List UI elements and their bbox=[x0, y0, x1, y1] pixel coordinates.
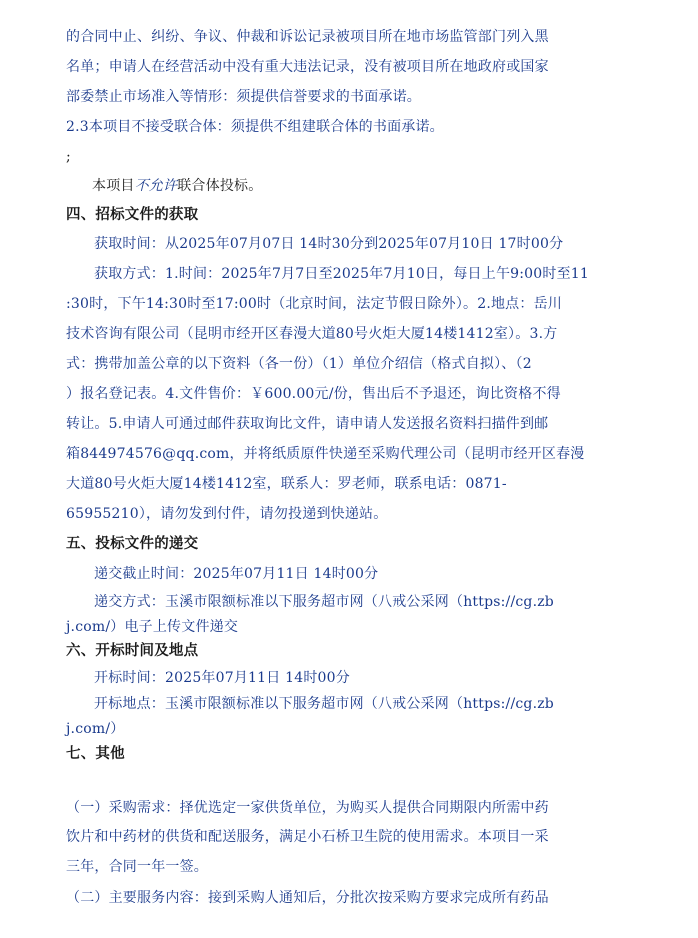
acquire-method-line: 大道80号火炬大厦14楼1412室，联系人：罗老师，联系电话：0871- bbox=[66, 476, 507, 492]
acquire-method-line: 箱844974576@qq.com，并将纸质原件快递至采购代理公司（昆明市经开区春漫 bbox=[66, 446, 585, 462]
opening-time: 开标时间：2025年07月11日 14时00分 bbox=[94, 670, 350, 686]
other-item-line: （二）主要服务内容：接到采购人通知后，分批次按采购方要求完成所有药品 bbox=[66, 890, 549, 906]
acquire-method-line: ）报名登记表。4.文件售价：￥600.00元/份，售出后不予退还，询比资格不得 bbox=[66, 386, 561, 402]
submit-method-line: j.com/）电子上传文件递交 bbox=[66, 619, 239, 635]
paragraph-line: 的合同中止、纠纷、争议、仲裁和诉讼记录被项目所在地市场监管部门列入黑 bbox=[66, 29, 549, 45]
acquire-method-line: 式：携带加盖公章的以下资料（各一份）（1）单位介绍信（格式自拟）、（2 bbox=[66, 356, 532, 372]
section-heading-5: 五、投标文件的递交 bbox=[66, 536, 199, 552]
consortium-suffix: 联合体投标。 bbox=[177, 178, 263, 194]
paragraph-line: 名单；申请人在经营活动中没有重大违法记录，没有被项目所在地政府或国家 bbox=[66, 59, 549, 75]
opening-place-line: j.com/） bbox=[66, 721, 125, 737]
consortium-emphasis: 不允许 bbox=[134, 178, 178, 194]
other-item-line: 三年，合同一年一签。 bbox=[66, 859, 208, 875]
paragraph-line: 部委禁止市场准入等情形：须提供信誉要求的书面承诺。 bbox=[66, 89, 421, 105]
opening-place-line: 开标地点：玉溪市限额标准以下服务超市网（八戒公采网（https://cg.zb bbox=[94, 696, 554, 712]
submit-deadline: 递交截止时间：2025年07月11日 14时00分 bbox=[94, 566, 379, 582]
submit-method-line: 递交方式：玉溪市限额标准以下服务超市网（八戒公采网（https://cg.zb bbox=[94, 594, 554, 610]
section-heading-4: 四、招标文件的获取 bbox=[66, 207, 199, 223]
acquire-time: 获取时间：从2025年07月07日 14时30分到2025年07月10日 17时00分 bbox=[94, 236, 564, 252]
section-heading-7: 七、其他 bbox=[66, 746, 125, 762]
other-item-line: （一）采购需求：择优选定一家供货单位，为购买人提供合同期限内所需中药 bbox=[66, 800, 549, 816]
consortium-prefix: 本项目 bbox=[92, 178, 135, 194]
acquire-method-line: 65955210），请勿发到付件，请勿投递到快递站。 bbox=[66, 506, 388, 522]
acquire-method-line: 技术咨询有限公司（昆明市经开区春漫大道80号火炬大厦14楼1412室）。3.方 bbox=[66, 326, 558, 342]
acquire-method-line: 获取方式：1.时间：2025年7月7日至2025年7月10日，每日上午9:00时至11 bbox=[94, 266, 590, 282]
acquire-method-line: :30时，下午14:30时至17:00时（北京时间，法定节假日除外）。2.地点：岳川 bbox=[66, 296, 562, 312]
stray-semicolon: ; bbox=[66, 149, 71, 165]
consortium-statement bbox=[92, 176, 262, 196]
acquire-method-line: 转让。5.申请人可通过邮件获取询比文件，请申请人发送报名资料扫描件到邮 bbox=[66, 416, 549, 432]
consortium-requirement: 2.3本项目不接受联合体：须提供不组建联合体的书面承诺。 bbox=[66, 119, 444, 135]
other-item-line: 饮片和中药材的供货和配送服务，满足小石桥卫生院的使用需求。本项目一采 bbox=[66, 829, 549, 845]
section-heading-6: 六、开标时间及地点 bbox=[66, 643, 199, 659]
